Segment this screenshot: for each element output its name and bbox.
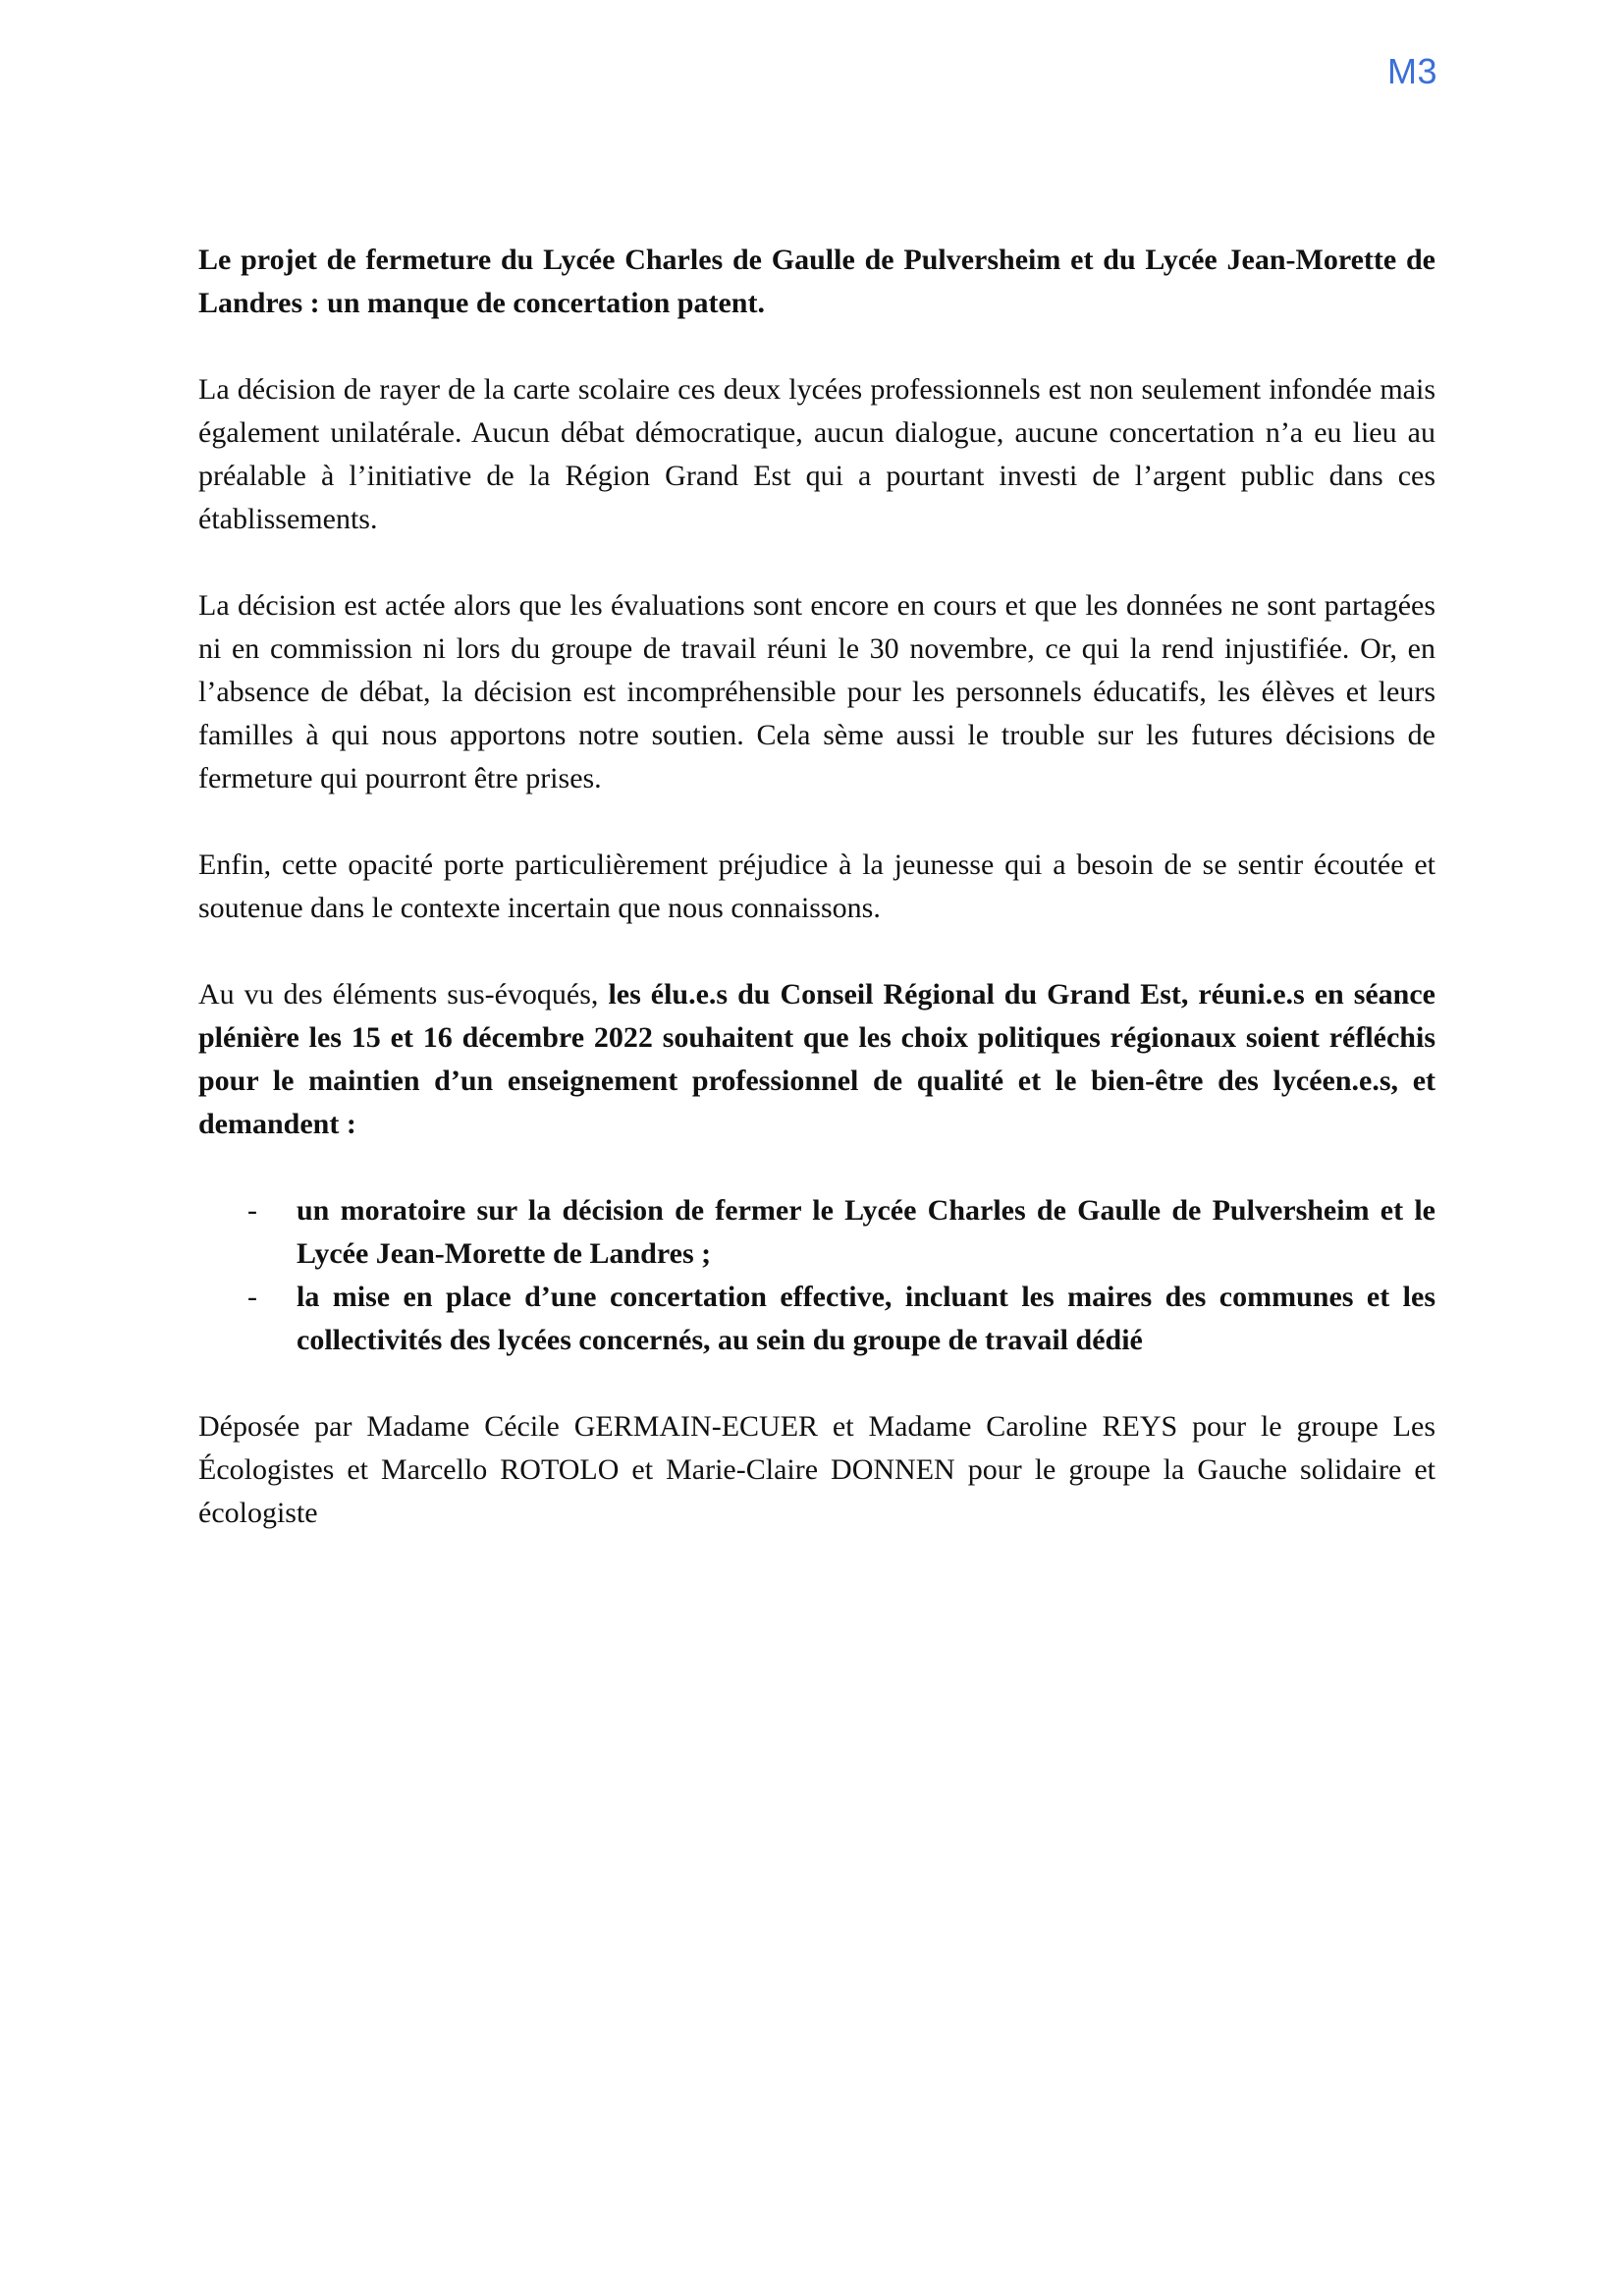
demand-text: la mise en place d’une concertation effective, incluant les maires des communes et les collectivités des lycées concernés, au sein du groupe de travail dédié xyxy=(297,1281,1435,1356)
demand-text: un moratoire sur la décision de fermer le Lycée Charles de Gaulle de Pulversheim et le Lycée Jean-Morette de Landres ; xyxy=(297,1194,1435,1270)
document-title: Le projet de fermeture du Lycée Charles de Gaulle de Pulversheim et du Lycée Jean-Morette de Landres : un manque de concertation patent. xyxy=(198,244,1435,319)
paragraph-3: Enfin, cette opacité porte particulièrement préjudice à la jeunesse qui a besoin de se sentir écoutée et soutenue dans le contexte incertain que nous connaissons. xyxy=(198,848,1435,924)
paragraph-4 xyxy=(198,973,1435,1146)
demands-list xyxy=(198,1189,1435,1362)
paragraph-4-resolution: les élu.e.s du Conseil Régional du Grand Est, réuni.e.s en séance plénière les 15 et 16 décembre 2022 souhaitent que les choix politiques régionaux soient réfléchis pour le maintien d’un enseignement professionnel de qualité et le bien-être des lycéen.e.s, et demandent : xyxy=(198,978,1435,1140)
paragraph-2: La décision est actée alors que les évaluations sont encore en cours et que les données ne sont partagées ni en commission ni lors du groupe de travail réuni le 30 novembre, ce qui la rend injustifiée. Or, en l’absence de débat, la décision est incompréhensible pour les personnels éducatifs, les élèves et leurs familles à qui nous apportons notre soutien. Cela sème aussi le trouble sur les futures décisions de fermeture qui pourront être prises. xyxy=(198,589,1435,794)
paragraph-1: La décision de rayer de la carte scolaire ces deux lycées professionnels est non seulement infondée mais également unilatérale. Aucun débat démocratique, aucun dialogue, aucune concertation n’a eu lieu au préalable à l’initiative de la Région Grand Est qui a pourtant investi de l’argent public dans ces établissements. xyxy=(198,373,1435,535)
list-dash: - xyxy=(247,1194,257,1227)
demand-item xyxy=(198,1276,1435,1362)
list-dash: - xyxy=(247,1281,257,1313)
document-body xyxy=(198,239,1435,1535)
demand-item xyxy=(198,1189,1435,1276)
paragraph-4-intro: Au vu des éléments sus-évoqués, xyxy=(198,978,609,1011)
closing-signatories: Déposée par Madame Cécile GERMAIN-ECUER et Madame Caroline REYS pour le groupe Les Écologistes et Marcello ROTOLO et Marie-Claire DONNEN pour le groupe la Gauche solidaire et écologiste xyxy=(198,1410,1435,1529)
page-code-label: M3 xyxy=(1386,51,1437,91)
